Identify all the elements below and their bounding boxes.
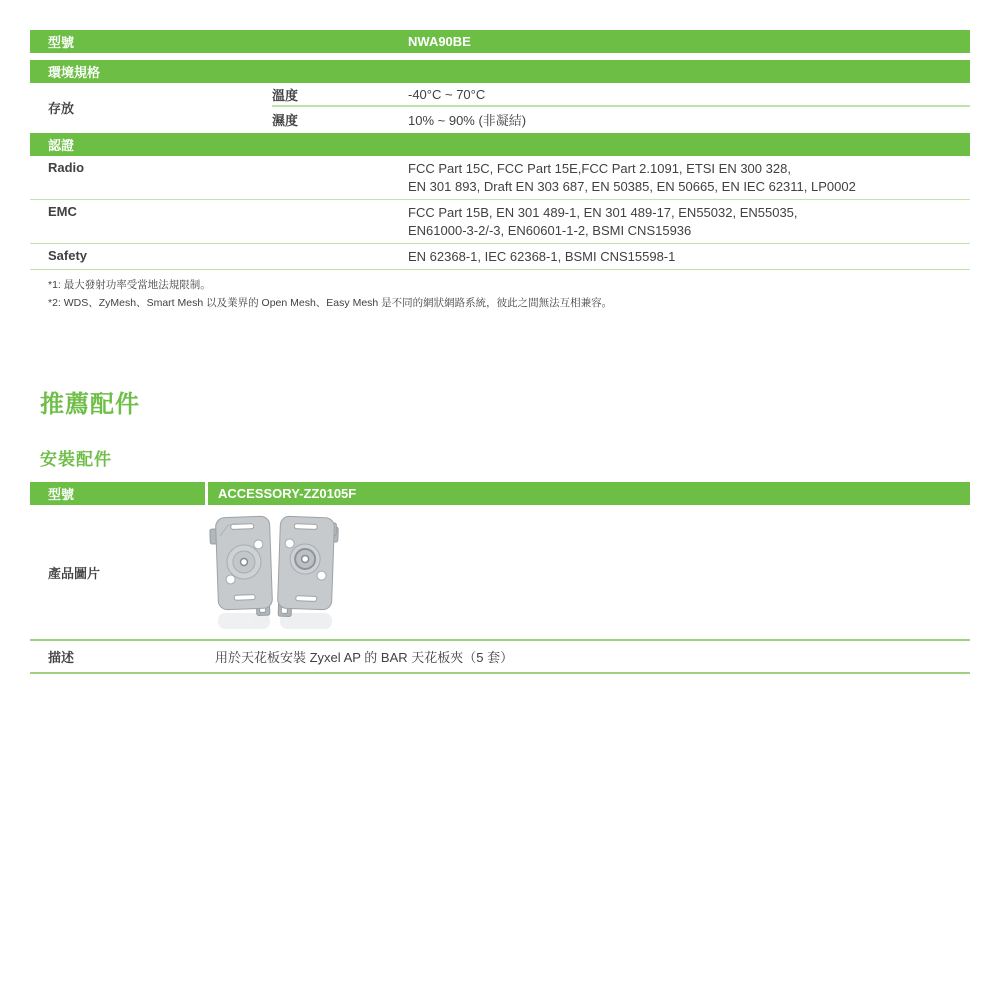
spec-emc-value-line2: EN61000-3-2/-3, EN60601-1-2, BSMI CNS15936 (408, 223, 692, 238)
accessory-table (30, 482, 970, 674)
spec-radio-value-line1: FCC Part 15C, FCC Part 15E,FCC Part 2.1091, ETSI EN 300 328, (408, 161, 791, 176)
spec-emc-label: EMC (48, 204, 77, 219)
spec-storage-row (30, 83, 970, 131)
accessory-description-value: 用於天花板安裝 Zyxel AP 的 BAR 天花板夾（5 套） (215, 650, 514, 665)
accessory-model-value: ACCESSORY-ZZ0105F (208, 482, 970, 505)
spec-radio-value-line2: EN 301 893, Draft EN 303 687, EN 50385, EN 50665, EN IEC 62311, LP0002 (408, 179, 856, 194)
spec-safety-value (408, 248, 675, 266)
spec-storage-humidity-row (272, 107, 970, 131)
spec-model-row (30, 30, 970, 53)
accessory-model-label: 型號 (30, 482, 205, 505)
footnote-2: *2: WDS、ZyMesh、Smart Mesh 以及業界的 Open Mesh、Easy Mesh 是不同的網狀網路系統，彼此之間無法互相兼容。 (48, 297, 613, 309)
spec-env-header-row (30, 60, 970, 83)
spec-emc-value (408, 204, 798, 240)
accessory-image-row (30, 505, 970, 639)
accessory-image-label: 產品圖片 (48, 565, 101, 581)
spec-storage-temp-row (272, 83, 970, 107)
spec-storage-temp-name: 溫度 (272, 87, 299, 103)
spec-footnotes (30, 276, 970, 312)
spec-storage-humidity-value: 10% ~ 90% (非凝結) (408, 112, 527, 128)
spec-emc-value-line1: FCC Part 15B, EN 301 489-1, EN 301 489-17, EN55032, EN55035, (408, 205, 798, 220)
spec-storage-label: 存放 (48, 100, 75, 116)
spec-safety-row (30, 244, 970, 270)
bracket-illustration (208, 512, 340, 630)
spec-model-value: NWA90BE (408, 34, 471, 49)
subsection-title-mounting-accessories: 安裝配件 (40, 450, 112, 469)
spec-safety-label: Safety (48, 248, 88, 263)
spec-model-label: 型號 (48, 35, 75, 50)
accessory-model-row (30, 482, 970, 505)
spec-radio-row (30, 156, 970, 200)
spec-emc-row (30, 200, 970, 244)
spec-env-header-label: 環境規格 (48, 65, 101, 80)
spec-radio-label: Radio (48, 160, 85, 175)
section-title-recommended-accessories: 推薦配件 (40, 391, 140, 418)
spec-storage-subtable (272, 83, 970, 131)
footnote-1: *1: 最大發射功率受當地法規限制。 (48, 279, 211, 291)
spec-safety-value-line1: EN 62368-1, IEC 62368-1, BSMI CNS15598-1 (408, 249, 676, 264)
spec-storage-temp-value: -40°C ~ 70°C (408, 86, 486, 102)
accessory-description-label: 描述 (48, 650, 75, 665)
spec-storage-humidity-name: 濕度 (272, 112, 299, 128)
accessory-description-row (30, 639, 970, 674)
spec-cert-header-label: 認證 (48, 138, 75, 153)
row-gap (30, 53, 970, 60)
spec-radio-value (408, 160, 856, 196)
spec-cert-header-row (30, 133, 970, 156)
ceiling-mount-bracket-image (208, 512, 340, 633)
